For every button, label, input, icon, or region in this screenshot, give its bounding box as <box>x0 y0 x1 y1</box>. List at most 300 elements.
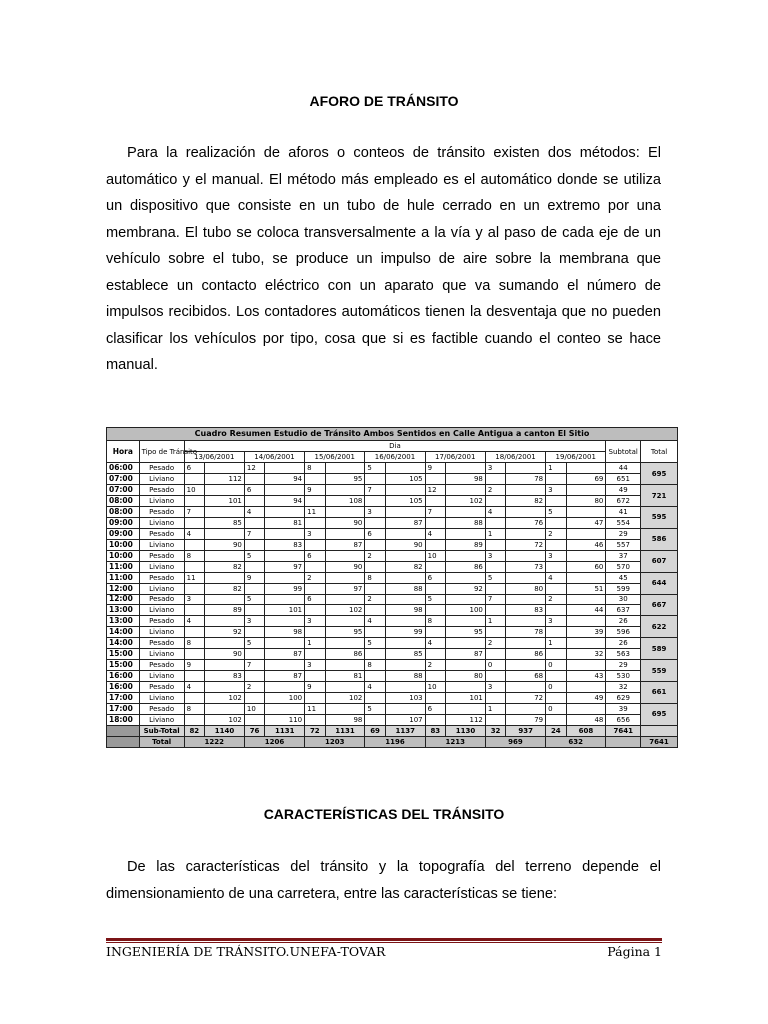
empty-cell <box>425 517 445 528</box>
liviano-count: 47 <box>566 517 606 528</box>
liviano-count: 86 <box>506 649 546 660</box>
footer-rule-thin <box>106 942 662 943</box>
pesado-subtotal: 29 <box>606 528 641 539</box>
empty-cell <box>365 496 385 507</box>
empty-cell <box>305 517 325 528</box>
type-liviano: Liviano <box>139 474 184 485</box>
empty-cell <box>566 660 606 671</box>
liviano-count: 82 <box>205 561 245 572</box>
empty-cell <box>305 561 325 572</box>
empty-cell <box>485 627 505 638</box>
pesado-count: 2 <box>485 485 505 496</box>
empty-cell <box>425 474 445 485</box>
empty-cell <box>305 649 325 660</box>
liviano-count: 102 <box>325 605 365 616</box>
liviano-count: 95 <box>325 627 365 638</box>
hour-start: 13:00 <box>107 616 140 627</box>
pesado-subtotal: 41 <box>606 507 641 518</box>
pesado-count: 1 <box>305 638 325 649</box>
liviano-count: 88 <box>385 583 425 594</box>
pesado-count: 5 <box>485 572 505 583</box>
empty-cell <box>446 682 486 693</box>
empty-cell <box>205 703 245 714</box>
empty-cell <box>244 496 264 507</box>
subtotal-value: 608 <box>566 725 606 736</box>
pesado-count: 2 <box>365 594 385 605</box>
liviano-count: 48 <box>566 714 606 725</box>
day-total: 1196 <box>365 736 425 747</box>
pesado-count: 8 <box>365 572 385 583</box>
empty-cell <box>385 572 425 583</box>
liviano-count: 73 <box>506 561 546 572</box>
empty-cell <box>365 671 385 682</box>
empty-cell <box>184 496 204 507</box>
pesado-count: 10 <box>425 682 445 693</box>
liviano-count: 76 <box>506 517 546 528</box>
empty-cell <box>184 517 204 528</box>
pesado-count: 2 <box>546 528 566 539</box>
pesado-count: 3 <box>546 485 566 496</box>
pesado-count: 5 <box>546 507 566 518</box>
pesado-count: 4 <box>425 528 445 539</box>
empty-cell <box>244 649 264 660</box>
empty-cell <box>205 485 245 496</box>
hour-total: 721 <box>641 485 678 507</box>
empty-cell <box>546 605 566 616</box>
empty-cell <box>446 660 486 671</box>
empty-cell <box>365 714 385 725</box>
pesado-count: 5 <box>244 550 264 561</box>
header-date: 13/06/2001 <box>184 452 244 463</box>
liviano-count: 100 <box>446 605 486 616</box>
day-total: 1203 <box>305 736 365 747</box>
empty-cell <box>485 714 505 725</box>
pesado-count: 12 <box>425 485 445 496</box>
liviano-subtotal: 530 <box>606 671 641 682</box>
empty-cell <box>546 561 566 572</box>
liviano-count: 82 <box>205 583 245 594</box>
empty-cell <box>184 474 204 485</box>
empty-cell <box>365 583 385 594</box>
empty-cell <box>425 671 445 682</box>
subtotal-value: 24 <box>546 725 566 736</box>
liviano-count: 82 <box>506 496 546 507</box>
pesado-count: 1 <box>485 616 505 627</box>
empty-cell <box>385 507 425 518</box>
empty-cell <box>506 703 546 714</box>
empty-cell <box>305 583 325 594</box>
type-liviano: Liviano <box>139 517 184 528</box>
empty-cell <box>385 463 425 474</box>
empty-cell <box>546 474 566 485</box>
subtotal-value: 1131 <box>265 725 305 736</box>
empty-cell <box>325 616 365 627</box>
empty-cell <box>385 682 425 693</box>
empty-cell <box>365 692 385 703</box>
hour-end: 09:00 <box>107 517 140 528</box>
empty-cell <box>107 725 140 736</box>
type-pesado: Pesado <box>139 594 184 605</box>
hour-total: 695 <box>641 703 678 725</box>
liviano-count: 89 <box>205 605 245 616</box>
type-pesado: Pesado <box>139 507 184 518</box>
subtotal-row-label: Sub-Total <box>139 725 184 736</box>
hour-end: 11:00 <box>107 561 140 572</box>
liviano-count: 83 <box>265 539 305 550</box>
hour-end: 13:00 <box>107 605 140 616</box>
empty-cell <box>485 561 505 572</box>
type-pesado: Pesado <box>139 682 184 693</box>
header-date: 18/06/2001 <box>485 452 545 463</box>
empty-cell <box>546 517 566 528</box>
pesado-count: 7 <box>485 594 505 605</box>
pesado-count: 5 <box>365 638 385 649</box>
pesado-count: 6 <box>184 463 204 474</box>
empty-cell <box>566 638 606 649</box>
liviano-count: 69 <box>566 474 606 485</box>
empty-cell <box>325 660 365 671</box>
pesado-count: 8 <box>305 463 325 474</box>
empty-cell <box>425 496 445 507</box>
empty-cell <box>265 485 305 496</box>
empty-cell <box>425 561 445 572</box>
type-liviano: Liviano <box>139 496 184 507</box>
liviano-count: 112 <box>205 474 245 485</box>
hour-total: 589 <box>641 638 678 660</box>
empty-cell <box>641 725 678 736</box>
pesado-subtotal: 29 <box>606 660 641 671</box>
pesado-count: 11 <box>305 703 325 714</box>
empty-cell <box>184 649 204 660</box>
liviano-count: 101 <box>446 692 486 703</box>
liviano-count: 87 <box>325 539 365 550</box>
liviano-subtotal: 557 <box>606 539 641 550</box>
empty-cell <box>184 583 204 594</box>
empty-cell <box>205 660 245 671</box>
empty-cell <box>244 474 264 485</box>
empty-cell <box>446 616 486 627</box>
pesado-subtotal: 26 <box>606 638 641 649</box>
empty-cell <box>446 528 486 539</box>
liviano-count: 102 <box>446 496 486 507</box>
empty-cell <box>546 692 566 703</box>
liviano-count: 103 <box>385 692 425 703</box>
liviano-subtotal: 554 <box>606 517 641 528</box>
empty-cell <box>265 703 305 714</box>
liviano-count: 90 <box>385 539 425 550</box>
empty-cell <box>506 463 546 474</box>
pesado-count: 3 <box>305 660 325 671</box>
empty-cell <box>506 550 546 561</box>
empty-cell <box>365 605 385 616</box>
pesado-count: 4 <box>244 507 264 518</box>
empty-cell <box>325 682 365 693</box>
header-total: Total <box>641 441 678 463</box>
liviano-count: 88 <box>446 517 486 528</box>
empty-cell <box>184 627 204 638</box>
liviano-count: 98 <box>325 714 365 725</box>
empty-cell <box>425 649 445 660</box>
empty-cell <box>305 474 325 485</box>
subtotal-value: 1130 <box>446 725 486 736</box>
empty-cell <box>425 539 445 550</box>
header-subtotal: Subtotal <box>606 441 641 463</box>
empty-cell <box>485 517 505 528</box>
pesado-count: 5 <box>365 703 385 714</box>
pesado-count: 6 <box>425 572 445 583</box>
subtotal-value: 937 <box>506 725 546 736</box>
empty-cell <box>244 714 264 725</box>
pesado-subtotal: 32 <box>606 682 641 693</box>
empty-cell <box>244 627 264 638</box>
empty-cell <box>485 474 505 485</box>
type-pesado: Pesado <box>139 616 184 627</box>
empty-cell <box>184 671 204 682</box>
pesado-subtotal: 44 <box>606 463 641 474</box>
empty-cell <box>365 561 385 572</box>
liviano-count: 68 <box>506 671 546 682</box>
empty-cell <box>485 605 505 616</box>
pesado-count: 8 <box>184 550 204 561</box>
pesado-subtotal: 45 <box>606 572 641 583</box>
empty-cell <box>265 594 305 605</box>
pesado-count: 0 <box>546 660 566 671</box>
pesado-count: 8 <box>365 660 385 671</box>
hour-end: 10:00 <box>107 539 140 550</box>
pesado-count: 4 <box>546 572 566 583</box>
liviano-count: 98 <box>265 627 305 638</box>
liviano-count: 108 <box>325 496 365 507</box>
liviano-count: 44 <box>566 605 606 616</box>
liviano-count: 46 <box>566 539 606 550</box>
empty-cell <box>506 485 546 496</box>
empty-cell <box>566 703 606 714</box>
type-liviano: Liviano <box>139 649 184 660</box>
hour-start: 14:00 <box>107 638 140 649</box>
hour-end: 16:00 <box>107 671 140 682</box>
liviano-subtotal: 599 <box>606 583 641 594</box>
pesado-count: 0 <box>485 660 505 671</box>
empty-cell <box>566 594 606 605</box>
pesado-count: 4 <box>485 507 505 518</box>
pesado-count: 1 <box>485 703 505 714</box>
type-pesado: Pesado <box>139 528 184 539</box>
empty-cell <box>305 671 325 682</box>
subtotal-value: 72 <box>305 725 325 736</box>
liviano-count: 82 <box>385 561 425 572</box>
empty-cell <box>385 528 425 539</box>
liviano-count: 90 <box>205 649 245 660</box>
hour-start: 11:00 <box>107 572 140 583</box>
pesado-count: 1 <box>546 463 566 474</box>
type-liviano: Liviano <box>139 671 184 682</box>
pesado-count: 9 <box>305 682 325 693</box>
liviano-count: 32 <box>566 649 606 660</box>
empty-cell <box>205 594 245 605</box>
empty-cell <box>325 638 365 649</box>
day-total: 1213 <box>425 736 485 747</box>
hour-end: 14:00 <box>107 627 140 638</box>
liviano-count: 95 <box>446 627 486 638</box>
type-pesado: Pesado <box>139 550 184 561</box>
empty-cell <box>566 463 606 474</box>
empty-cell <box>265 682 305 693</box>
hour-end: 15:00 <box>107 649 140 660</box>
empty-cell <box>446 485 486 496</box>
empty-cell <box>265 616 305 627</box>
pesado-count: 7 <box>244 528 264 539</box>
empty-cell <box>205 616 245 627</box>
liviano-count: 98 <box>446 474 486 485</box>
empty-cell <box>265 638 305 649</box>
hour-start: 07:00 <box>107 485 140 496</box>
empty-cell <box>205 572 245 583</box>
liviano-count: 81 <box>265 517 305 528</box>
liviano-count: 78 <box>506 474 546 485</box>
pesado-count: 7 <box>365 485 385 496</box>
liviano-count: 105 <box>385 496 425 507</box>
paragraph-caracteristicas: De las características del tránsito y la topografía del terreno depende el dimensionamiento de una carretera, entre las características se tiene: <box>106 859 661 902</box>
liviano-count: 90 <box>205 539 245 550</box>
empty-cell <box>265 528 305 539</box>
pesado-count: 3 <box>305 528 325 539</box>
liviano-count: 99 <box>265 583 305 594</box>
day-total: 632 <box>546 736 606 747</box>
pesado-count: 3 <box>485 682 505 693</box>
empty-cell <box>325 572 365 583</box>
section-heading-aforo: AFORO DE TRÁNSITO <box>309 93 459 109</box>
pesado-count: 3 <box>365 507 385 518</box>
traffic-count-table <box>106 427 678 748</box>
empty-cell <box>546 583 566 594</box>
empty-cell <box>506 528 546 539</box>
empty-cell <box>305 627 325 638</box>
empty-cell <box>425 627 445 638</box>
empty-cell <box>244 561 264 572</box>
pesado-count: 2 <box>305 572 325 583</box>
empty-cell <box>385 703 425 714</box>
header-date: 19/06/2001 <box>546 452 606 463</box>
empty-cell <box>244 539 264 550</box>
pesado-count: 3 <box>485 463 505 474</box>
hour-total: 586 <box>641 528 678 550</box>
empty-cell <box>385 485 425 496</box>
empty-cell <box>446 638 486 649</box>
empty-cell <box>205 638 245 649</box>
subtotal-value: 7641 <box>606 725 641 736</box>
liviano-count: 97 <box>325 583 365 594</box>
empty-cell <box>506 682 546 693</box>
liviano-count: 92 <box>446 583 486 594</box>
empty-cell <box>506 572 546 583</box>
type-pesado: Pesado <box>139 703 184 714</box>
subtotal-value: 83 <box>425 725 445 736</box>
empty-cell <box>446 550 486 561</box>
type-pesado: Pesado <box>139 660 184 671</box>
pesado-count: 3 <box>305 616 325 627</box>
type-liviano: Liviano <box>139 627 184 638</box>
pesado-count: 5 <box>244 638 264 649</box>
header-tipo: Tipo de Tránsito <box>139 441 184 463</box>
type-pesado: Pesado <box>139 485 184 496</box>
empty-cell <box>446 507 486 518</box>
empty-cell <box>385 638 425 649</box>
pesado-count: 3 <box>244 616 264 627</box>
liviano-count: 112 <box>446 714 486 725</box>
empty-cell <box>305 539 325 550</box>
empty-cell <box>566 616 606 627</box>
hour-start: 12:00 <box>107 594 140 605</box>
subtotal-value: 1131 <box>325 725 365 736</box>
day-total: 969 <box>485 736 545 747</box>
empty-cell <box>546 539 566 550</box>
pesado-count: 9 <box>184 660 204 671</box>
empty-cell <box>107 736 140 747</box>
footer-rule-thick <box>106 938 662 941</box>
liviano-count: 90 <box>325 561 365 572</box>
empty-cell <box>506 660 546 671</box>
pesado-count: 11 <box>305 507 325 518</box>
empty-cell <box>546 671 566 682</box>
empty-cell <box>325 550 365 561</box>
liviano-count: 105 <box>385 474 425 485</box>
hour-total: 695 <box>641 463 678 485</box>
subtotal-value: 1137 <box>385 725 425 736</box>
pesado-count: 12 <box>244 463 264 474</box>
pesado-count: 10 <box>244 703 264 714</box>
empty-cell <box>425 714 445 725</box>
empty-cell <box>566 528 606 539</box>
hour-total: 622 <box>641 616 678 638</box>
empty-cell <box>265 572 305 583</box>
empty-cell <box>566 507 606 518</box>
type-liviano: Liviano <box>139 605 184 616</box>
liviano-count: 72 <box>506 692 546 703</box>
subtotal-value: 32 <box>485 725 505 736</box>
hour-total: 667 <box>641 594 678 616</box>
liviano-count: 99 <box>385 627 425 638</box>
type-liviano: Liviano <box>139 539 184 550</box>
empty-cell <box>425 583 445 594</box>
liviano-count: 102 <box>325 692 365 703</box>
empty-cell <box>305 692 325 703</box>
empty-cell <box>446 572 486 583</box>
hour-start: 10:00 <box>107 550 140 561</box>
liviano-count: 85 <box>205 517 245 528</box>
liviano-count: 79 <box>506 714 546 725</box>
hour-start: 06:00 <box>107 463 140 474</box>
liviano-count: 92 <box>205 627 245 638</box>
header-date: 14/06/2001 <box>244 452 304 463</box>
empty-cell <box>244 605 264 616</box>
empty-cell <box>485 496 505 507</box>
empty-cell <box>566 485 606 496</box>
hour-end: 17:00 <box>107 692 140 703</box>
empty-cell <box>365 649 385 660</box>
empty-cell <box>365 517 385 528</box>
liviano-subtotal: 596 <box>606 627 641 638</box>
liviano-count: 81 <box>325 671 365 682</box>
liviano-subtotal: 629 <box>606 692 641 703</box>
pesado-count: 6 <box>425 703 445 714</box>
empty-cell <box>385 660 425 671</box>
empty-cell <box>205 550 245 561</box>
header-date: 15/06/2001 <box>305 452 365 463</box>
header-dia: Dia <box>184 441 606 452</box>
pesado-count: 11 <box>184 572 204 583</box>
empty-cell <box>305 496 325 507</box>
liviano-subtotal: 651 <box>606 474 641 485</box>
